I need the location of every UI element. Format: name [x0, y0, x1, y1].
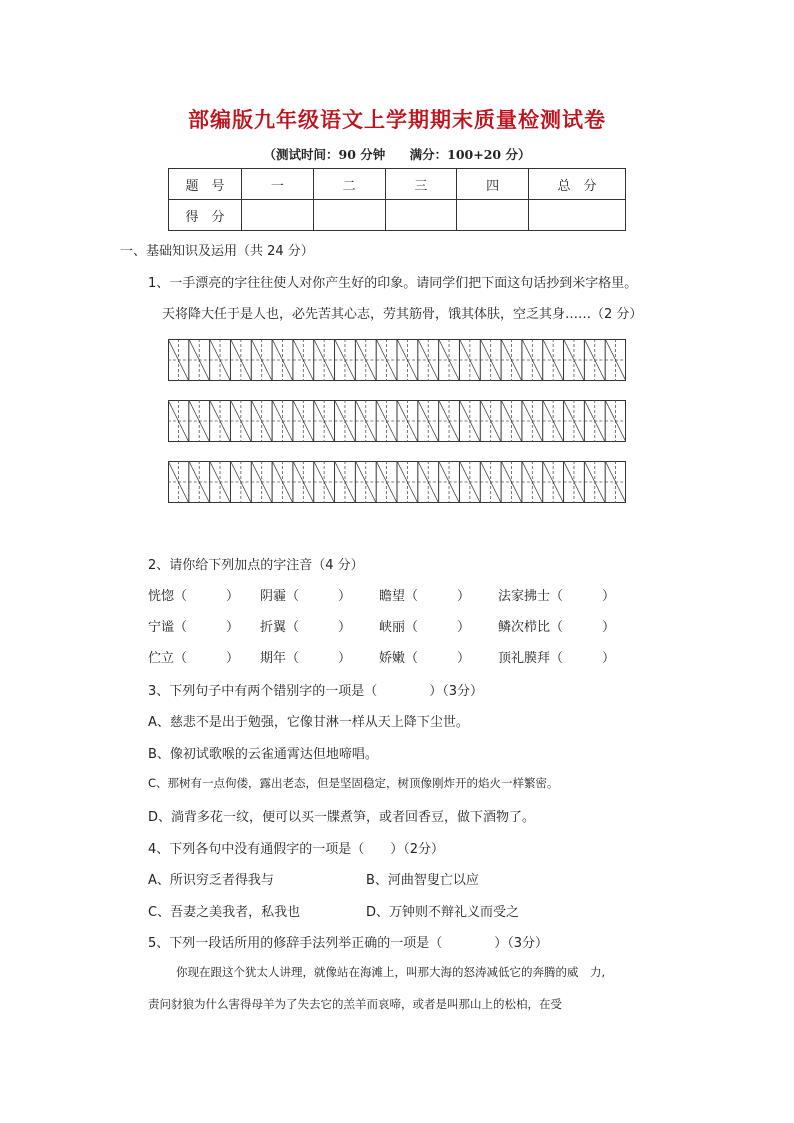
q2-item: 伫立（ ） — [148, 651, 240, 666]
q2-item: 宁谧（ ） — [148, 620, 240, 635]
q4-prompt: 4、下列各句中没有通假字的一项是（ ）（2分） — [148, 842, 445, 857]
q2-item: 峡丽（ ） — [379, 620, 471, 635]
q3-option-c: C、那树有一点佝偻，露出老态，但是坚固稳定，树顶像刚炸开的焰火一样繁密。 — [148, 776, 559, 790]
exam-full-score: 满分：100+20 分） — [409, 147, 531, 162]
q2-item: 顶礼膜拜（ ） — [498, 651, 616, 666]
q5-passage-line: 责问豺狼为什么害得母羊为了失去它的羔羊而哀啼，或者是叫那山上的松柏，在受 — [148, 997, 562, 1011]
q2-item: 恍惚（ ） — [148, 589, 240, 604]
score-entry-cell[interactable] — [529, 200, 626, 231]
q3-option-a: A、慈悲不是出于勉强，它像甘淋一样从天上降下尘世。 — [148, 715, 469, 730]
exam-subtitle — [0, 145, 794, 163]
score-entry-cell[interactable] — [313, 200, 385, 231]
exam-title: 部编版九年级语文上学期期末质量检测试卷 — [188, 107, 606, 132]
q3-prompt: 3、下列句子中有两个错别字的一项是（ ）（3分） — [148, 684, 484, 699]
q2-prompt: 2、请你给下列加点的字注音（4 分） — [148, 558, 364, 573]
score-table-cell: 三 — [385, 169, 457, 200]
q4-option-d: D、万钟则不辩礼义而受之 — [366, 905, 520, 920]
score-table-cell: 题 号 — [169, 169, 242, 200]
q5-prompt: 5、下列一段话所用的修辞手法列举正确的一项是（ ）（3分） — [148, 936, 549, 951]
writing-grid[interactable] — [168, 400, 626, 442]
score-entry-cell[interactable] — [242, 200, 314, 231]
score-entry-cell[interactable] — [385, 200, 457, 231]
writing-grid[interactable] — [168, 461, 626, 503]
q4-option-b: B、河曲智叟亡以应 — [366, 873, 479, 888]
score-table-cell: 二 — [313, 169, 385, 200]
q1-prompt: 1、一手漂亮的字往往使人对你产生好的印象。请同学们把下面这句话抄到米字格里。 — [148, 276, 638, 291]
q2-item: 折翼（ ） — [260, 620, 352, 635]
score-entry-cell[interactable] — [457, 200, 529, 231]
q4-option-c: C、吾妻之美我者，私我也 — [148, 905, 301, 920]
q2-item: 瞻望（ ） — [379, 589, 471, 604]
q1-text: 天将降大任于是人也，必先苦其心志，劳其筋骨，饿其体肤，空乏其身……（2 分） — [162, 307, 643, 322]
score-table-cell: 得 分 — [169, 200, 242, 231]
q2-item: 阴霾（ ） — [260, 589, 352, 604]
q2-item: 期年（ ） — [260, 651, 352, 666]
q2-item: 鳞次栉比（ ） — [498, 620, 616, 635]
writing-grid[interactable] — [168, 339, 626, 381]
q5-passage-line: 你现在跟这个犹太人讲理，就像站在海滩上，叫那大海的怒涛减低它的奔腾的威 力, — [176, 965, 606, 979]
q2-item: 娇嫩（ ） — [379, 651, 471, 666]
section-heading: 一、基础知识及运用（共 24 分） — [120, 244, 314, 259]
q3-option-b: B、像初试歌喉的云雀通霄达但地啼唱。 — [148, 747, 378, 762]
exam-time: （测试时间：90 分钟 — [263, 147, 386, 162]
score-table-cell: 总 分 — [529, 169, 626, 200]
score-table-cell: 四 — [457, 169, 529, 200]
score-table-cell: 一 — [242, 169, 314, 200]
score-table-score-row — [169, 200, 626, 231]
q2-item: 法家拂士（ ） — [498, 589, 616, 604]
score-table-header-row — [169, 169, 626, 200]
q3-option-d: D、淌背多花一纹，便可以买一牒煮笋，或者回香豆，做下酒物了。 — [148, 810, 536, 825]
score-table — [168, 168, 626, 231]
q4-option-a: A、所识穷乏者得我与 — [148, 873, 274, 888]
